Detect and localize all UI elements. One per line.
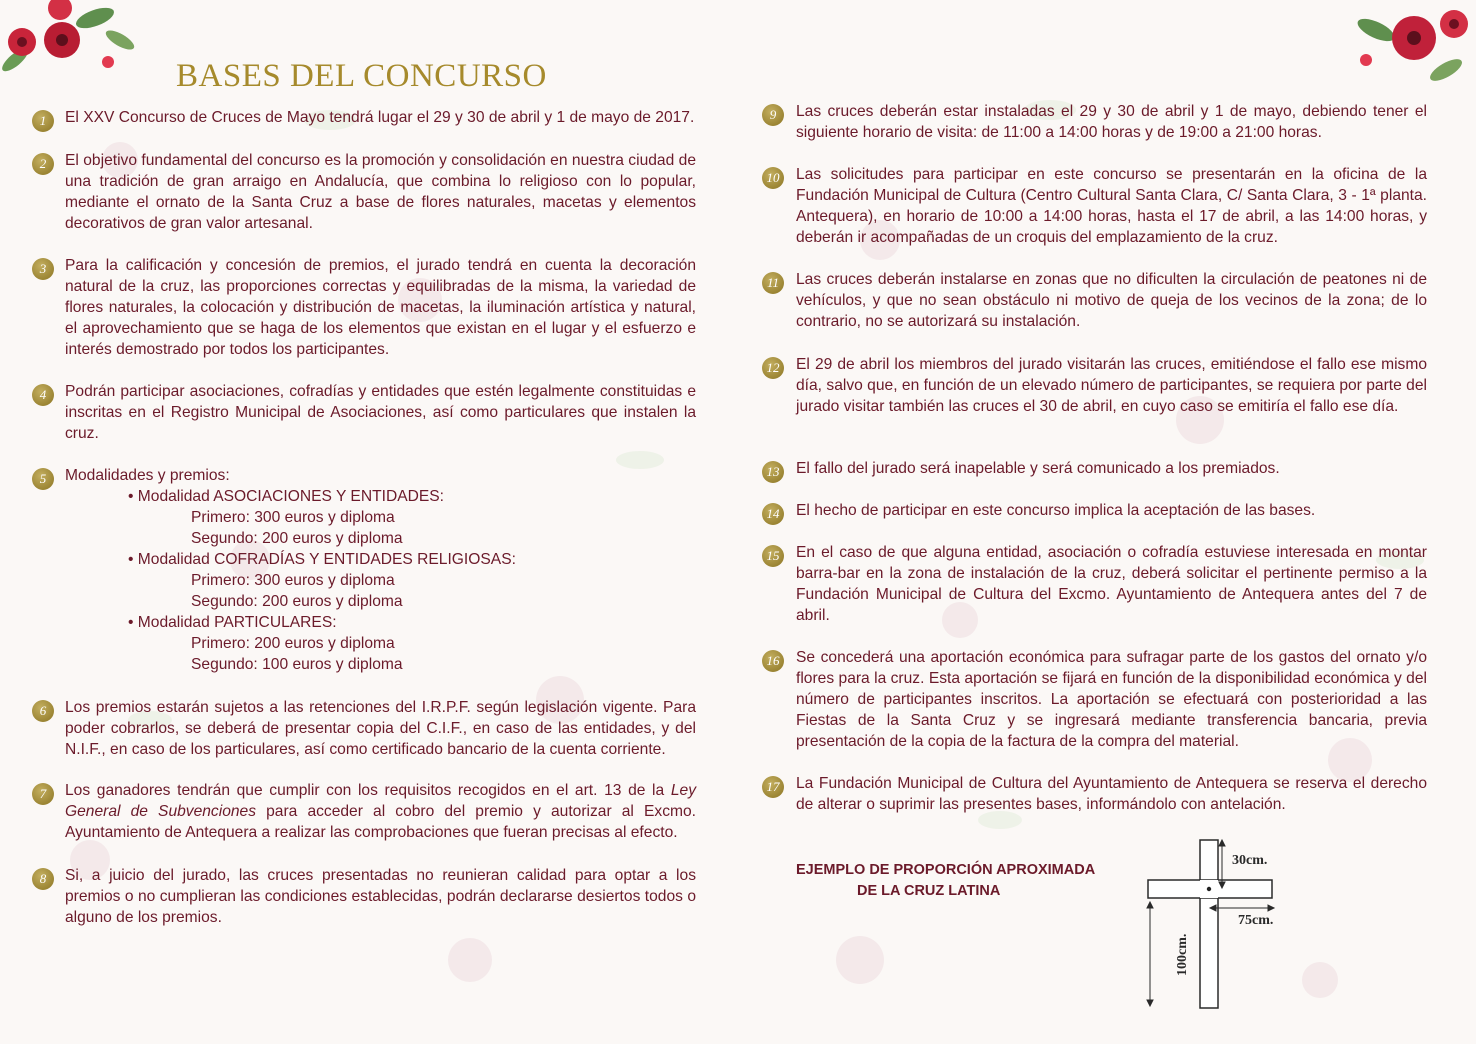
item-text: El 29 de abril los miembros del jurado visitarán las cruces, emitiéndose el fallo ese mismo día, salvo que, en función de un elevado número de participantes, se requiera por parte del jurado visitar también las cruces el 30 de abril, en cuyo caso se emitiría el fallo ese día. (796, 356, 1427, 415)
number-badge: 5 (32, 468, 54, 490)
number-badge: 3 (32, 258, 54, 280)
dim-label-arm: 75cm. (1238, 913, 1274, 928)
category-brotherhoods: • Modalidad COFRADÍAS Y ENTIDADES RELIGIOSAS: (128, 551, 516, 568)
flowers-top-right-decoration (1336, 0, 1476, 90)
prizes-intro: Modalidades y premios: (65, 467, 230, 484)
item-text: Las cruces deberán instalarse en zonas que no dificulten la circulación de peatones ni de vehículos, y que no sean obstáculo ni motivo de queja de los vecinos de la zona; de lo contrario, no se autorizará su instalación. (796, 271, 1427, 330)
category-associations: • Modalidad ASOCIACIONES Y ENTIDADES: (128, 488, 445, 505)
dim-label-height: 100cm. (1175, 933, 1190, 976)
item-text: El objetivo fundamental del concurso es la promoción y consolidación en nuestra ciudad de una tradición de gran arraigo en Andalucía, que combina lo religioso con lo popular, mediante el ornato de la Santa Cruz a base de flores naturales, macetas y elementos decorativos de gran valor artesanal. (65, 152, 696, 232)
cross-center-point (1207, 887, 1211, 891)
item-text: El hecho de participar en este concurso implica la aceptación de las bases. (796, 502, 1316, 519)
number-badge: 1 (32, 110, 54, 132)
prize-line: Segundo: 100 euros y diploma (191, 656, 403, 673)
number-badge: 11 (762, 272, 784, 294)
item-text: Se concederá una aportación económica para sufragar parte de los gastos del ornato y/o flores para la cruz. Esta aportación se fijará en función de la disponibilidad económica y del número de participantes inscritos. La aportación se efectuará con posterioridad a las Fiestas de la Santa Cruz y se ingresará mediante transferencia bancaria, previa presentación de la copia de la factura de la compra del material. (796, 649, 1427, 750)
number-badge: 4 (32, 384, 54, 406)
number-badge: 6 (32, 700, 54, 722)
item-text: Para la calificación y concesión de premios, el jurado tendrá en cuenta la decoración natural de la cruz, las proporciones correctas y equilibradas de la misma, la variedad de flores naturales, la colocación y distribución de macetas, la iluminación artística y natural, el aprovechamiento que se haga de los elementos que existan en el lugar y el esfuerzo e interés demostrado por todos los participantes. (65, 257, 696, 358)
latin-cross-diagram (1140, 836, 1290, 1016)
example-caption-line-1: EJEMPLO DE PROPORCIÓN APROXIMADA (796, 862, 1096, 878)
flowers-top-left-decoration (0, 0, 150, 90)
item-text: El XXV Concurso de Cruces de Mayo tendrá lugar el 29 y 30 de abril y 1 de mayo de 2017. (65, 109, 695, 126)
dim-label-top: 30cm. (1232, 853, 1268, 868)
item-text: El fallo del jurado será inapelable y será comunicado a los premiados. (796, 460, 1280, 477)
item-text: Los premios estarán sujetos a las retenciones del I.R.P.F. según legislación vigente. Para poder cobrarlos, se deberá de presentar copia del C.I.F., en caso de las entidades, y del N.I.F., en caso de los particulares, así como certificado bancario de la cuenta corriente. (65, 699, 696, 758)
prize-line: Primero: 300 euros y diploma (191, 509, 395, 526)
prize-line: Primero: 200 euros y diploma (191, 635, 395, 652)
item-text (65, 780, 696, 843)
number-badge: 16 (762, 650, 784, 672)
law-reference: Ley General de Subvenciones (65, 782, 696, 820)
number-badge: 9 (762, 104, 784, 126)
number-badge: 8 (32, 868, 54, 890)
number-badge: 10 (762, 167, 784, 189)
item-text: Las cruces deberán estar instaladas el 29 y 30 de abril y 1 de mayo, debiendo tener el siguiente horario de visita: de 11:00 a 14:00 horas y de 19:00 a 21:00 horas. (796, 103, 1427, 141)
item-text: En el caso de que alguna entidad, asociación o cofradía estuviese interesada en montar barra-bar en la zona de instalación de la cruz, deberá solicitar el pertinente permiso a la Fundación Municipal de Cultura del Excmo. Ayuntamiento de Antequera antes del 7 de abril. (796, 544, 1427, 624)
item-text-end: para acceder al cobro del premio y autorizar al Excmo. Ayuntamiento de Antequera a realizar las comprobaciones que fueran precisas al efecto. (65, 803, 696, 841)
number-badge: 14 (762, 503, 784, 525)
number-badge: 7 (32, 783, 54, 805)
item-text: Podrán participar asociaciones, cofradías y entidades que estén legalmente constituidas e inscritas en el Registro Municipal de Asociaciones, así como particulares que instalen la cruz. (65, 383, 696, 442)
item-text-start: Los ganadores tendrán que cumplir con los requisitos recogidos en el art. 13 de la (65, 782, 671, 799)
prize-line: Primero: 300 euros y diploma (191, 572, 395, 589)
item-text (65, 465, 696, 675)
number-badge: 15 (762, 545, 784, 567)
number-badge: 17 (762, 776, 784, 798)
prize-line: Segundo: 200 euros y diploma (191, 530, 403, 547)
prize-line: Segundo: 200 euros y diploma (191, 593, 403, 610)
item-text: Si, a juicio del jurado, las cruces presentadas no reunieran calidad para optar a los premios o no cumplieran las condiciones establecidas, podrán declararse desiertos todos o alguno de los premios. (65, 867, 696, 926)
number-badge: 12 (762, 357, 784, 379)
category-individuals: • Modalidad PARTICULARES: (128, 614, 337, 631)
cross-vertical-beam (1200, 840, 1218, 1008)
example-caption-line-2: DE LA CRUZ LATINA (857, 883, 1001, 899)
number-badge: 13 (762, 461, 784, 483)
item-text: La Fundación Municipal de Cultura del Ayuntamiento de Antequera se reserva el derecho de alterar o suprimir las presentes bases, informándolo con antelación. (796, 775, 1427, 813)
page-title: BASES DEL CONCURSO (176, 58, 547, 94)
number-badge: 2 (32, 153, 54, 175)
item-text: Las solicitudes para participar en este concurso se presentarán en la oficina de la Fundación Municipal de Cultura (Centro Cultural Santa Clara, C/ Santa Clara, 3 - 1ª planta. Antequera), en horario de 10:00 a 14:00 horas, hasta el 17 de abril, a las 14:00 horas, y deberán ir acompañadas de un croquis del emplazamiento de la cruz. (796, 166, 1427, 246)
